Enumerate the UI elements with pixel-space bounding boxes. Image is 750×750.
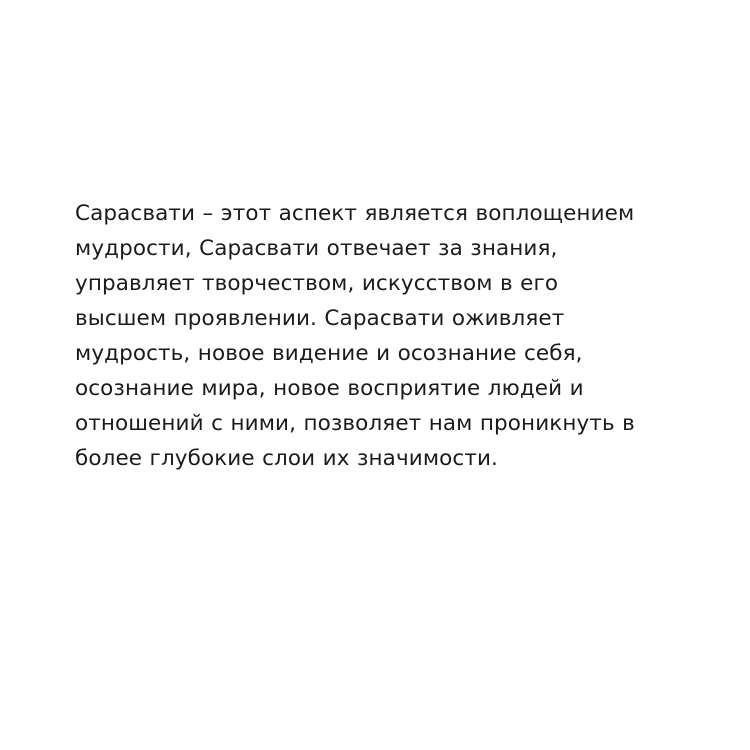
text-block — [75, 196, 635, 476]
paragraph-text: Сарасвати – этот аспект является воплощением мудрости, Сарасвати отвечает за знания, управляет творчеством, искусством в его высшем проявлении. Сарасвати оживляет мудрость, новое видение и осознание себя, осознание мира, новое восприятие людей и отношений с ними, позволяет нам проникнуть в более глубокие слои их значимости. — [75, 201, 635, 471]
